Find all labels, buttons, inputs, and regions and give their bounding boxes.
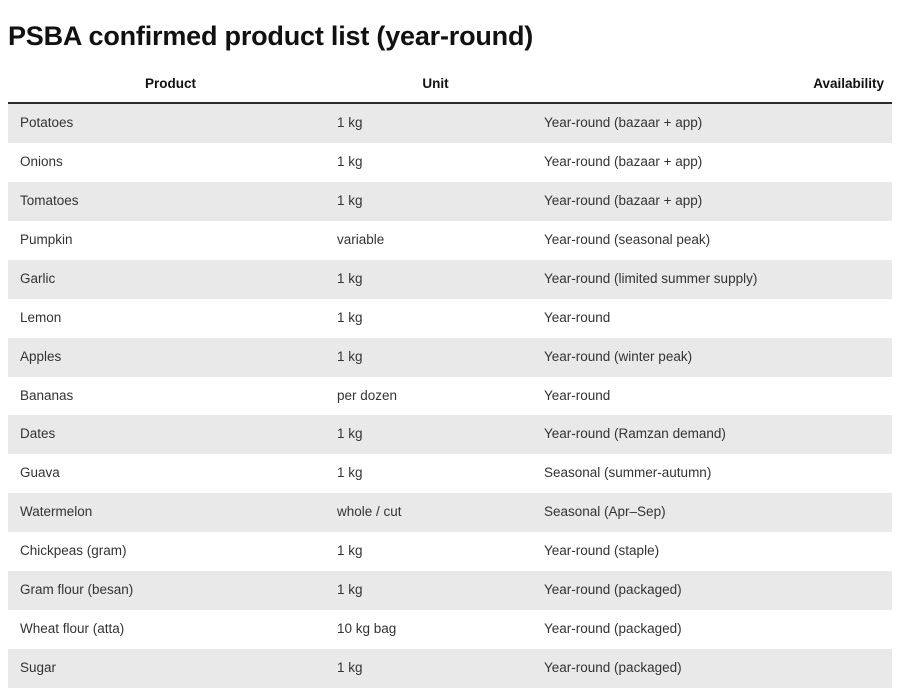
column-header-availability: Availability <box>538 66 892 103</box>
cell-unit: 1 kg <box>337 426 363 442</box>
cell-availability: Year-round <box>544 309 611 325</box>
table-row <box>8 103 892 143</box>
cell-product: Wheat flour (atta) <box>20 620 125 636</box>
cell-availability: Year-round (packaged) <box>544 659 682 675</box>
cell-availability: Year-round (staple) <box>544 543 660 559</box>
cell-product: Apples <box>20 348 62 364</box>
cell-product: Bananas <box>20 387 74 403</box>
cell-product: Watermelon <box>20 504 93 520</box>
cell-unit: 1 kg <box>337 581 363 597</box>
table-row <box>8 493 892 532</box>
table-row <box>8 377 892 416</box>
table-header <box>8 66 892 103</box>
cell-unit: 1 kg <box>337 309 363 325</box>
cell-product: Onions <box>20 154 63 170</box>
cell-availability: Seasonal (summer-autumn) <box>544 465 712 481</box>
table-row <box>8 299 892 338</box>
table-row <box>8 454 892 493</box>
cell-product: Sugar <box>20 659 57 675</box>
table-row <box>8 415 892 454</box>
cell-availability: Year-round <box>544 387 611 403</box>
cell-availability: Year-round (seasonal peak) <box>544 232 711 248</box>
table-row <box>8 143 892 182</box>
table-row <box>8 182 892 221</box>
cell-unit: 1 kg <box>337 348 363 364</box>
cell-unit: 1 kg <box>337 659 363 675</box>
cell-availability: Year-round (winter peak) <box>544 348 693 364</box>
cell-availability: Year-round (packaged) <box>544 620 682 636</box>
cell-availability: Year-round (limited summer supply) <box>544 270 758 286</box>
column-header-product: Product <box>8 66 333 103</box>
table-row <box>8 532 892 571</box>
cell-unit: 1 kg <box>337 115 363 131</box>
cell-product: Potatoes <box>20 115 74 131</box>
table-row <box>8 649 892 688</box>
table-row <box>8 260 892 299</box>
cell-unit: 1 kg <box>337 543 363 559</box>
cell-availability: Year-round (bazaar + app) <box>544 154 703 170</box>
cell-product: Lemon <box>20 309 62 325</box>
cell-unit: 1 kg <box>337 270 363 286</box>
cell-product: Chickpeas (gram) <box>20 543 127 559</box>
cell-product: Gram flour (besan) <box>20 581 134 597</box>
cell-unit: variable <box>337 232 385 248</box>
table-row <box>8 338 892 377</box>
table-body <box>8 103 892 687</box>
cell-unit: per dozen <box>337 387 398 403</box>
cell-unit: 1 kg <box>337 154 363 170</box>
cell-product: Dates <box>20 426 56 442</box>
cell-availability: Seasonal (Apr–Sep) <box>544 504 666 520</box>
page-title: PSBA confirmed product list (year-round) <box>8 21 534 51</box>
cell-unit: 1 kg <box>337 193 363 209</box>
table-row <box>8 571 892 610</box>
table-row <box>8 610 892 649</box>
table-header-row <box>8 66 892 103</box>
product-table <box>8 66 892 687</box>
cell-product: Guava <box>20 465 60 481</box>
cell-unit: 1 kg <box>337 465 363 481</box>
cell-unit: 10 kg bag <box>337 620 397 636</box>
cell-availability: Year-round (Ramzan demand) <box>544 426 726 442</box>
table-row <box>8 221 892 260</box>
cell-availability: Year-round (bazaar + app) <box>544 193 703 209</box>
cell-product: Tomatoes <box>20 193 79 209</box>
cell-availability: Year-round (bazaar + app) <box>544 115 703 131</box>
cell-availability: Year-round (packaged) <box>544 581 682 597</box>
cell-product: Garlic <box>20 270 56 286</box>
column-header-unit: Unit <box>333 66 538 103</box>
cell-unit: whole / cut <box>337 504 402 520</box>
cell-product: Pumpkin <box>20 232 73 248</box>
